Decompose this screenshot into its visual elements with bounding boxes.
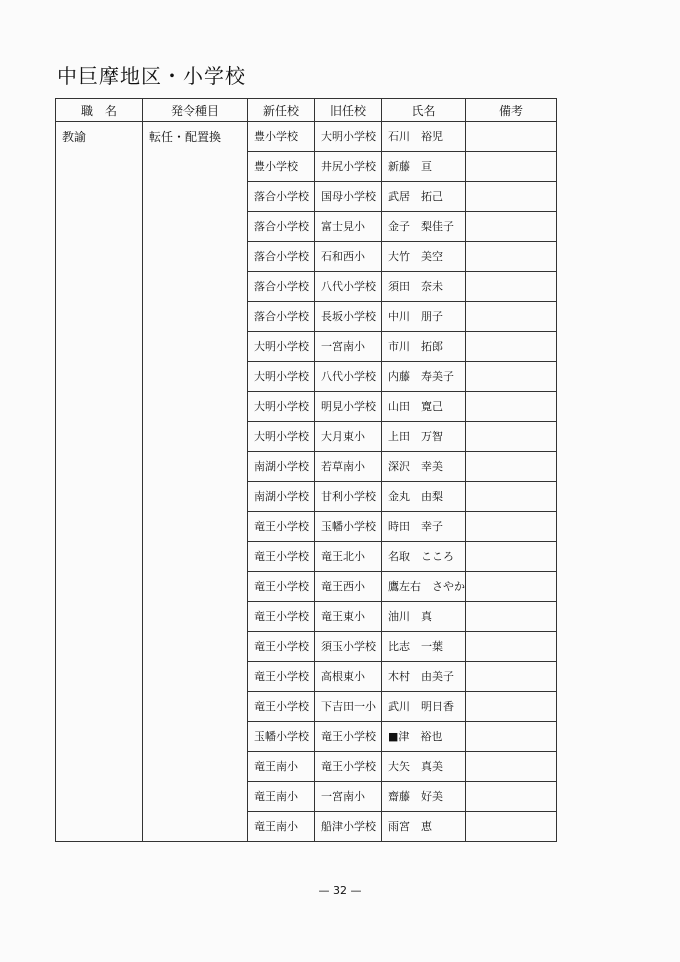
name-cell: 須田 奈未	[382, 272, 466, 302]
old-school-cell: 若草南小	[315, 452, 382, 482]
note-cell	[466, 362, 557, 392]
name-cell: 武川 明日香	[382, 692, 466, 722]
note-cell	[466, 302, 557, 332]
note-cell	[466, 182, 557, 212]
name-cell: 名取 こころ	[382, 542, 466, 572]
new-school-cell: 落合小学校	[248, 212, 315, 242]
name-cell: 内藤 寿美子	[382, 362, 466, 392]
table-row	[56, 122, 557, 152]
new-school-cell: 大明小学校	[248, 392, 315, 422]
note-cell	[466, 752, 557, 782]
name-cell: 木村 由美子	[382, 662, 466, 692]
name-cell: 新藤 亘	[382, 152, 466, 182]
new-school-cell: 竜王小学校	[248, 512, 315, 542]
note-cell	[466, 212, 557, 242]
old-school-cell: 国母小学校	[315, 182, 382, 212]
name-cell: 石川 裕児	[382, 122, 466, 152]
old-school-cell: 富士見小	[315, 212, 382, 242]
note-cell	[466, 122, 557, 152]
note-cell	[466, 812, 557, 842]
new-school-cell: 豊小学校	[248, 152, 315, 182]
new-school-cell: 落合小学校	[248, 182, 315, 212]
name-cell: 鷹左右 さやか	[382, 572, 466, 602]
old-school-cell: 下吉田一小	[315, 692, 382, 722]
new-school-cell: 落合小学校	[248, 272, 315, 302]
header-note: 備考	[466, 99, 557, 122]
header-new-school: 新任校	[248, 99, 315, 122]
old-school-cell: 井尻小学校	[315, 152, 382, 182]
new-school-cell: 玉幡小学校	[248, 722, 315, 752]
old-school-cell: 八代小学校	[315, 272, 382, 302]
name-cell: 市川 拓郎	[382, 332, 466, 362]
old-school-cell: 竜王西小	[315, 572, 382, 602]
old-school-cell: 長坂小学校	[315, 302, 382, 332]
old-school-cell: 明見小学校	[315, 392, 382, 422]
old-school-cell: 大月東小	[315, 422, 382, 452]
note-cell	[466, 272, 557, 302]
name-cell: ■津 裕也	[382, 722, 466, 752]
new-school-cell: 落合小学校	[248, 242, 315, 272]
note-cell	[466, 542, 557, 572]
note-cell	[466, 662, 557, 692]
old-school-cell: 玉幡小学校	[315, 512, 382, 542]
note-cell	[466, 392, 557, 422]
old-school-cell: 石和西小	[315, 242, 382, 272]
name-cell: 上田 万智	[382, 422, 466, 452]
new-school-cell: 竜王小学校	[248, 662, 315, 692]
header-type: 発令種目	[143, 99, 248, 122]
old-school-cell: 大明小学校	[315, 122, 382, 152]
note-cell	[466, 722, 557, 752]
old-school-cell: 竜王北小	[315, 542, 382, 572]
name-cell: 大矢 真美	[382, 752, 466, 782]
note-cell	[466, 422, 557, 452]
name-cell: 雨宮 恵	[382, 812, 466, 842]
old-school-cell: 高根東小	[315, 662, 382, 692]
new-school-cell: 竜王小学校	[248, 542, 315, 572]
new-school-cell: 大明小学校	[248, 362, 315, 392]
old-school-cell: 竜王小学校	[315, 722, 382, 752]
new-school-cell: 竜王南小	[248, 782, 315, 812]
old-school-cell: 一宮南小	[315, 782, 382, 812]
note-cell	[466, 782, 557, 812]
name-cell: 齋藤 好美	[382, 782, 466, 812]
new-school-cell: 大明小学校	[248, 332, 315, 362]
note-cell	[466, 332, 557, 362]
name-cell: 深沢 幸美	[382, 452, 466, 482]
page-title: 中巨摩地区・小学校	[57, 64, 246, 88]
new-school-cell: 竜王南小	[248, 752, 315, 782]
note-cell	[466, 512, 557, 542]
name-cell: 山田 寛己	[382, 392, 466, 422]
name-cell: 武居 拓己	[382, 182, 466, 212]
personnel-table	[55, 98, 557, 842]
new-school-cell: 落合小学校	[248, 302, 315, 332]
header-title: 職 名	[56, 99, 143, 122]
header-name: 氏名	[382, 99, 466, 122]
new-school-cell: 南湖小学校	[248, 452, 315, 482]
old-school-cell: 八代小学校	[315, 362, 382, 392]
old-school-cell: 須玉小学校	[315, 632, 382, 662]
job-title-cell: 教諭	[56, 122, 143, 842]
new-school-cell: 竜王小学校	[248, 602, 315, 632]
old-school-cell: 竜王東小	[315, 602, 382, 632]
old-school-cell: 船津小学校	[315, 812, 382, 842]
note-cell	[466, 482, 557, 512]
name-cell: 油川 真	[382, 602, 466, 632]
note-cell	[466, 152, 557, 182]
new-school-cell: 竜王小学校	[248, 692, 315, 722]
page-number: — 32 —	[318, 884, 362, 897]
old-school-cell: 甘利小学校	[315, 482, 382, 512]
name-cell: 時田 幸子	[382, 512, 466, 542]
name-cell: 比志 一葉	[382, 632, 466, 662]
name-cell: 大竹 美空	[382, 242, 466, 272]
note-cell	[466, 632, 557, 662]
note-cell	[466, 572, 557, 602]
name-cell: 金子 梨佳子	[382, 212, 466, 242]
name-cell: 中川 朋子	[382, 302, 466, 332]
note-cell	[466, 452, 557, 482]
note-cell	[466, 692, 557, 722]
old-school-cell: 竜王小学校	[315, 752, 382, 782]
header-old-school: 旧任校	[315, 99, 382, 122]
note-cell	[466, 242, 557, 272]
note-cell	[466, 602, 557, 632]
new-school-cell: 大明小学校	[248, 422, 315, 452]
appointment-type-cell: 転任・配置換	[143, 122, 248, 842]
new-school-cell: 竜王小学校	[248, 572, 315, 602]
new-school-cell: 豊小学校	[248, 122, 315, 152]
new-school-cell: 竜王南小	[248, 812, 315, 842]
new-school-cell: 南湖小学校	[248, 482, 315, 512]
old-school-cell: 一宮南小	[315, 332, 382, 362]
table-header-row	[56, 99, 557, 122]
new-school-cell: 竜王小学校	[248, 632, 315, 662]
name-cell: 金丸 由梨	[382, 482, 466, 512]
